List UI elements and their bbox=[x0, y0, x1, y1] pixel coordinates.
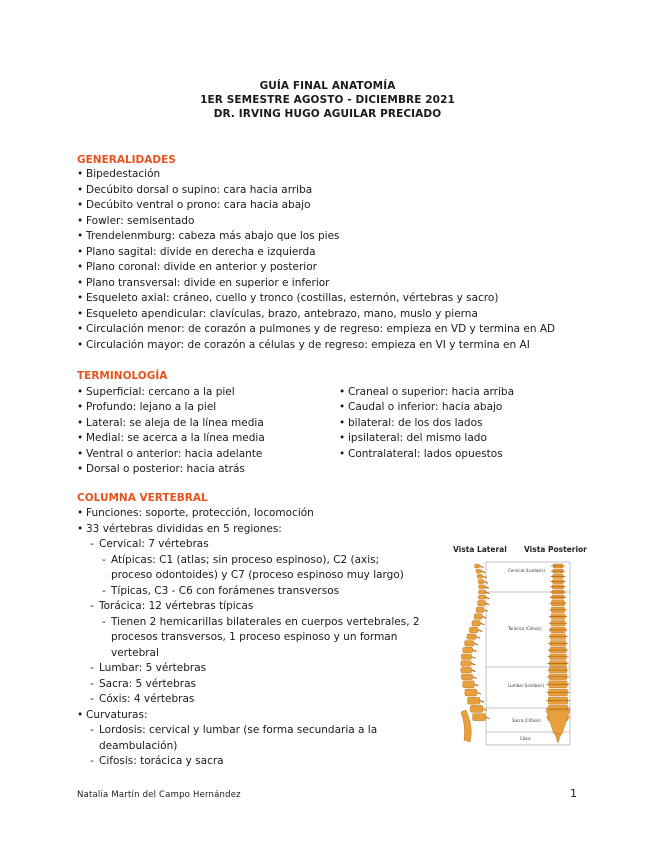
list-subitem: - Lumbar: 5 vértebras bbox=[90, 662, 207, 674]
posterior-spine bbox=[546, 564, 570, 743]
list-item: • bilateral: de los dos lados bbox=[339, 417, 483, 429]
vertebra-lateral bbox=[476, 607, 484, 613]
title-line-2: 1ER SEMESTRE AGOSTO - DICIEMBRE 2021 bbox=[200, 94, 455, 106]
list-item: • Decúbito dorsal o supino: cara hacia arriba bbox=[77, 184, 313, 196]
list-item: • 33 vértebras divididas en 5 regiones: bbox=[77, 523, 282, 535]
spinous-process-lateral bbox=[480, 701, 484, 703]
spine-figure bbox=[452, 542, 592, 752]
list-item: • Circulación menor: de corazón a pulmones y de regreso: empieza en VD y termina en AD bbox=[77, 323, 556, 335]
sacrum-lateral bbox=[461, 710, 471, 742]
spinous-process-lateral bbox=[480, 623, 484, 625]
list-item: • Esqueleto apendicular: clavículas, brazo, antebrazo, mano, muslo y pierna bbox=[77, 308, 478, 320]
spinous-process-lateral bbox=[481, 571, 485, 573]
title-line-1: GUÍA FINAL ANATOMÍA bbox=[259, 80, 396, 92]
spinous-process-lateral bbox=[483, 709, 487, 711]
vertebra-lateral bbox=[478, 595, 485, 599]
spinous-process-lateral bbox=[472, 670, 476, 672]
list-subitem: - Lordosis: cervical y lumbar (se forma secundaria a la bbox=[90, 724, 378, 736]
vertebra-lateral bbox=[476, 569, 481, 573]
label-region-sacra: Sacra (Cifosis) bbox=[512, 718, 541, 723]
list-item: • Dorsal o posterior: hacia atrás bbox=[77, 463, 245, 475]
vertebra-lateral bbox=[473, 714, 486, 721]
label-region-coxis: Cóxis bbox=[520, 736, 531, 741]
list-subitem: - Torácica: 12 vértebras típicas bbox=[90, 600, 254, 612]
label-region-lumbar: Lumbar (Lordosis) bbox=[508, 683, 545, 688]
list-item: • Contralateral: lados opuestos bbox=[339, 448, 503, 460]
vertebra-lateral bbox=[478, 580, 484, 584]
list-item: • Curvaturas: bbox=[77, 709, 148, 721]
title-line-3: DR. IRVING HUGO AGUILAR PRECIADO bbox=[213, 108, 442, 120]
vertebra-lateral bbox=[477, 574, 483, 578]
list-continuation: procesos transversos, 1 proceso espinoso y un forman bbox=[111, 631, 398, 643]
list-item: • Fowler: semisentado bbox=[77, 215, 195, 227]
spine-illustration bbox=[452, 542, 592, 752]
footer-author: Natalia Martín del Campo Hernández bbox=[77, 790, 241, 800]
spinous-process-lateral bbox=[480, 566, 484, 568]
list-subsubitem: - Atípicas: C1 (atlas; sin proceso espinoso), C2 (axis; bbox=[102, 554, 380, 566]
list-item: • Trendelenmburg: cabeza más abajo que los pies bbox=[77, 230, 340, 242]
vertebra-lateral bbox=[468, 697, 480, 704]
vertebra-lateral bbox=[472, 621, 481, 627]
list-item: • Plano sagital: divide en derecha e izquierda bbox=[77, 246, 316, 258]
list-subitem: - Cifosis: torácica y sacra bbox=[90, 755, 224, 767]
list-item: • Plano transversal: divide en superior e inferior bbox=[77, 277, 330, 289]
vertebra-lateral bbox=[475, 564, 480, 568]
vertebra-lateral bbox=[461, 661, 472, 667]
list-continuation: deambulación) bbox=[99, 740, 178, 752]
list-subitem: - Cóxis: 4 vértebras bbox=[90, 693, 195, 705]
vertebra-lateral bbox=[467, 634, 476, 640]
section-title-terminologia: TERMINOLOGÍA bbox=[77, 370, 168, 382]
list-subitem: - Sacra: 5 vértebras bbox=[90, 678, 196, 690]
list-item: • Ventral o anterior: hacia adelante bbox=[77, 448, 263, 460]
list-subsubitem: - Tienen 2 hemicarillas bilaterales en cuerpos vertebrales, 2 bbox=[102, 616, 420, 628]
section-title-generalidades: GENERALIDADES bbox=[77, 154, 176, 166]
page-number: 1 bbox=[570, 787, 577, 800]
list-item: • Plano coronal: divide en anterior y posterior bbox=[77, 261, 317, 273]
vertebra-lateral bbox=[461, 654, 471, 660]
list-continuation: vertebral bbox=[111, 647, 159, 659]
spinous-process-lateral bbox=[472, 657, 476, 659]
vertebra-lateral bbox=[478, 600, 485, 606]
vertebra-lateral bbox=[465, 641, 475, 647]
lateral-spine bbox=[461, 564, 490, 742]
coccyx-posterior bbox=[555, 734, 561, 743]
spinous-process-lateral bbox=[473, 650, 477, 652]
list-item: • ipsilateral: del mismo lado bbox=[339, 432, 487, 444]
list-item: • Funciones: soporte, protección, locomoción bbox=[77, 507, 314, 519]
sacrum-posterior bbox=[546, 710, 570, 734]
label-vista-lateral: Vista Lateral bbox=[453, 545, 507, 554]
list-item: • Bipedestación bbox=[77, 168, 161, 180]
section-title-columna: COLUMNA VERTEBRAL bbox=[77, 492, 208, 504]
vertebra-lateral bbox=[463, 681, 475, 688]
list-subitem: - Cervical: 7 vértebras bbox=[90, 538, 209, 550]
spinous-process-lateral bbox=[484, 610, 488, 612]
vertebra-lateral bbox=[461, 667, 472, 673]
list-item: • Profundo: lejano a la piel bbox=[77, 401, 217, 413]
label-region-toracica: Torácica (Cifosis) bbox=[508, 626, 542, 631]
vertebra-lateral bbox=[463, 647, 473, 653]
spinous-process-lateral bbox=[471, 663, 475, 665]
vertebra-lateral bbox=[469, 627, 478, 633]
spinous-process-lateral bbox=[478, 630, 482, 632]
list-item: • Circulación mayor: de corazón a células y de regreso: empieza en VI y termina en AI bbox=[77, 339, 530, 351]
list-item: • Medial: se acerca a la línea media bbox=[77, 432, 265, 444]
spinous-process-lateral bbox=[484, 582, 488, 584]
list-item: • Lateral: se aleja de la línea media bbox=[77, 417, 264, 429]
list-item: • Craneal o superior: hacia arriba bbox=[339, 386, 515, 398]
vertebra-lateral bbox=[470, 705, 483, 712]
spinous-process-lateral bbox=[476, 637, 480, 639]
list-item: • Caudal o inferior: hacia abajo bbox=[339, 401, 503, 413]
list-subsubitem: - Típicas, C3 - C6 con forámenes transversos bbox=[102, 585, 340, 597]
spinous-process-lateral bbox=[485, 587, 489, 589]
vertebra-lateral bbox=[479, 585, 485, 589]
vertebra-lateral bbox=[461, 674, 472, 680]
list-item: • Superficial: cercano a la piel bbox=[77, 386, 235, 398]
label-vista-posterior: Vista Posterior bbox=[524, 545, 587, 554]
vertebra-lateral bbox=[474, 614, 482, 620]
spinous-process-lateral bbox=[482, 617, 486, 619]
list-item: • Decúbito ventral o prono: cara hacia abajo bbox=[77, 199, 311, 211]
spinous-process-lateral bbox=[474, 684, 478, 686]
label-region-cervical: Cervical (Lordosis) bbox=[508, 568, 545, 573]
spinous-process-lateral bbox=[473, 677, 477, 679]
spinous-process-lateral bbox=[485, 603, 489, 605]
list-item: • Esqueleto axial: cráneo, cuello y tronco (costillas, esternón, vértebras y sacro) bbox=[77, 292, 499, 304]
vertebra-lateral bbox=[465, 689, 477, 696]
vertebra-lateral bbox=[479, 590, 486, 594]
spinous-process-lateral bbox=[474, 643, 478, 645]
spinous-process-lateral bbox=[477, 693, 481, 695]
list-continuation: proceso odontoides) y C7 (proceso espinoso muy largo) bbox=[111, 569, 404, 581]
